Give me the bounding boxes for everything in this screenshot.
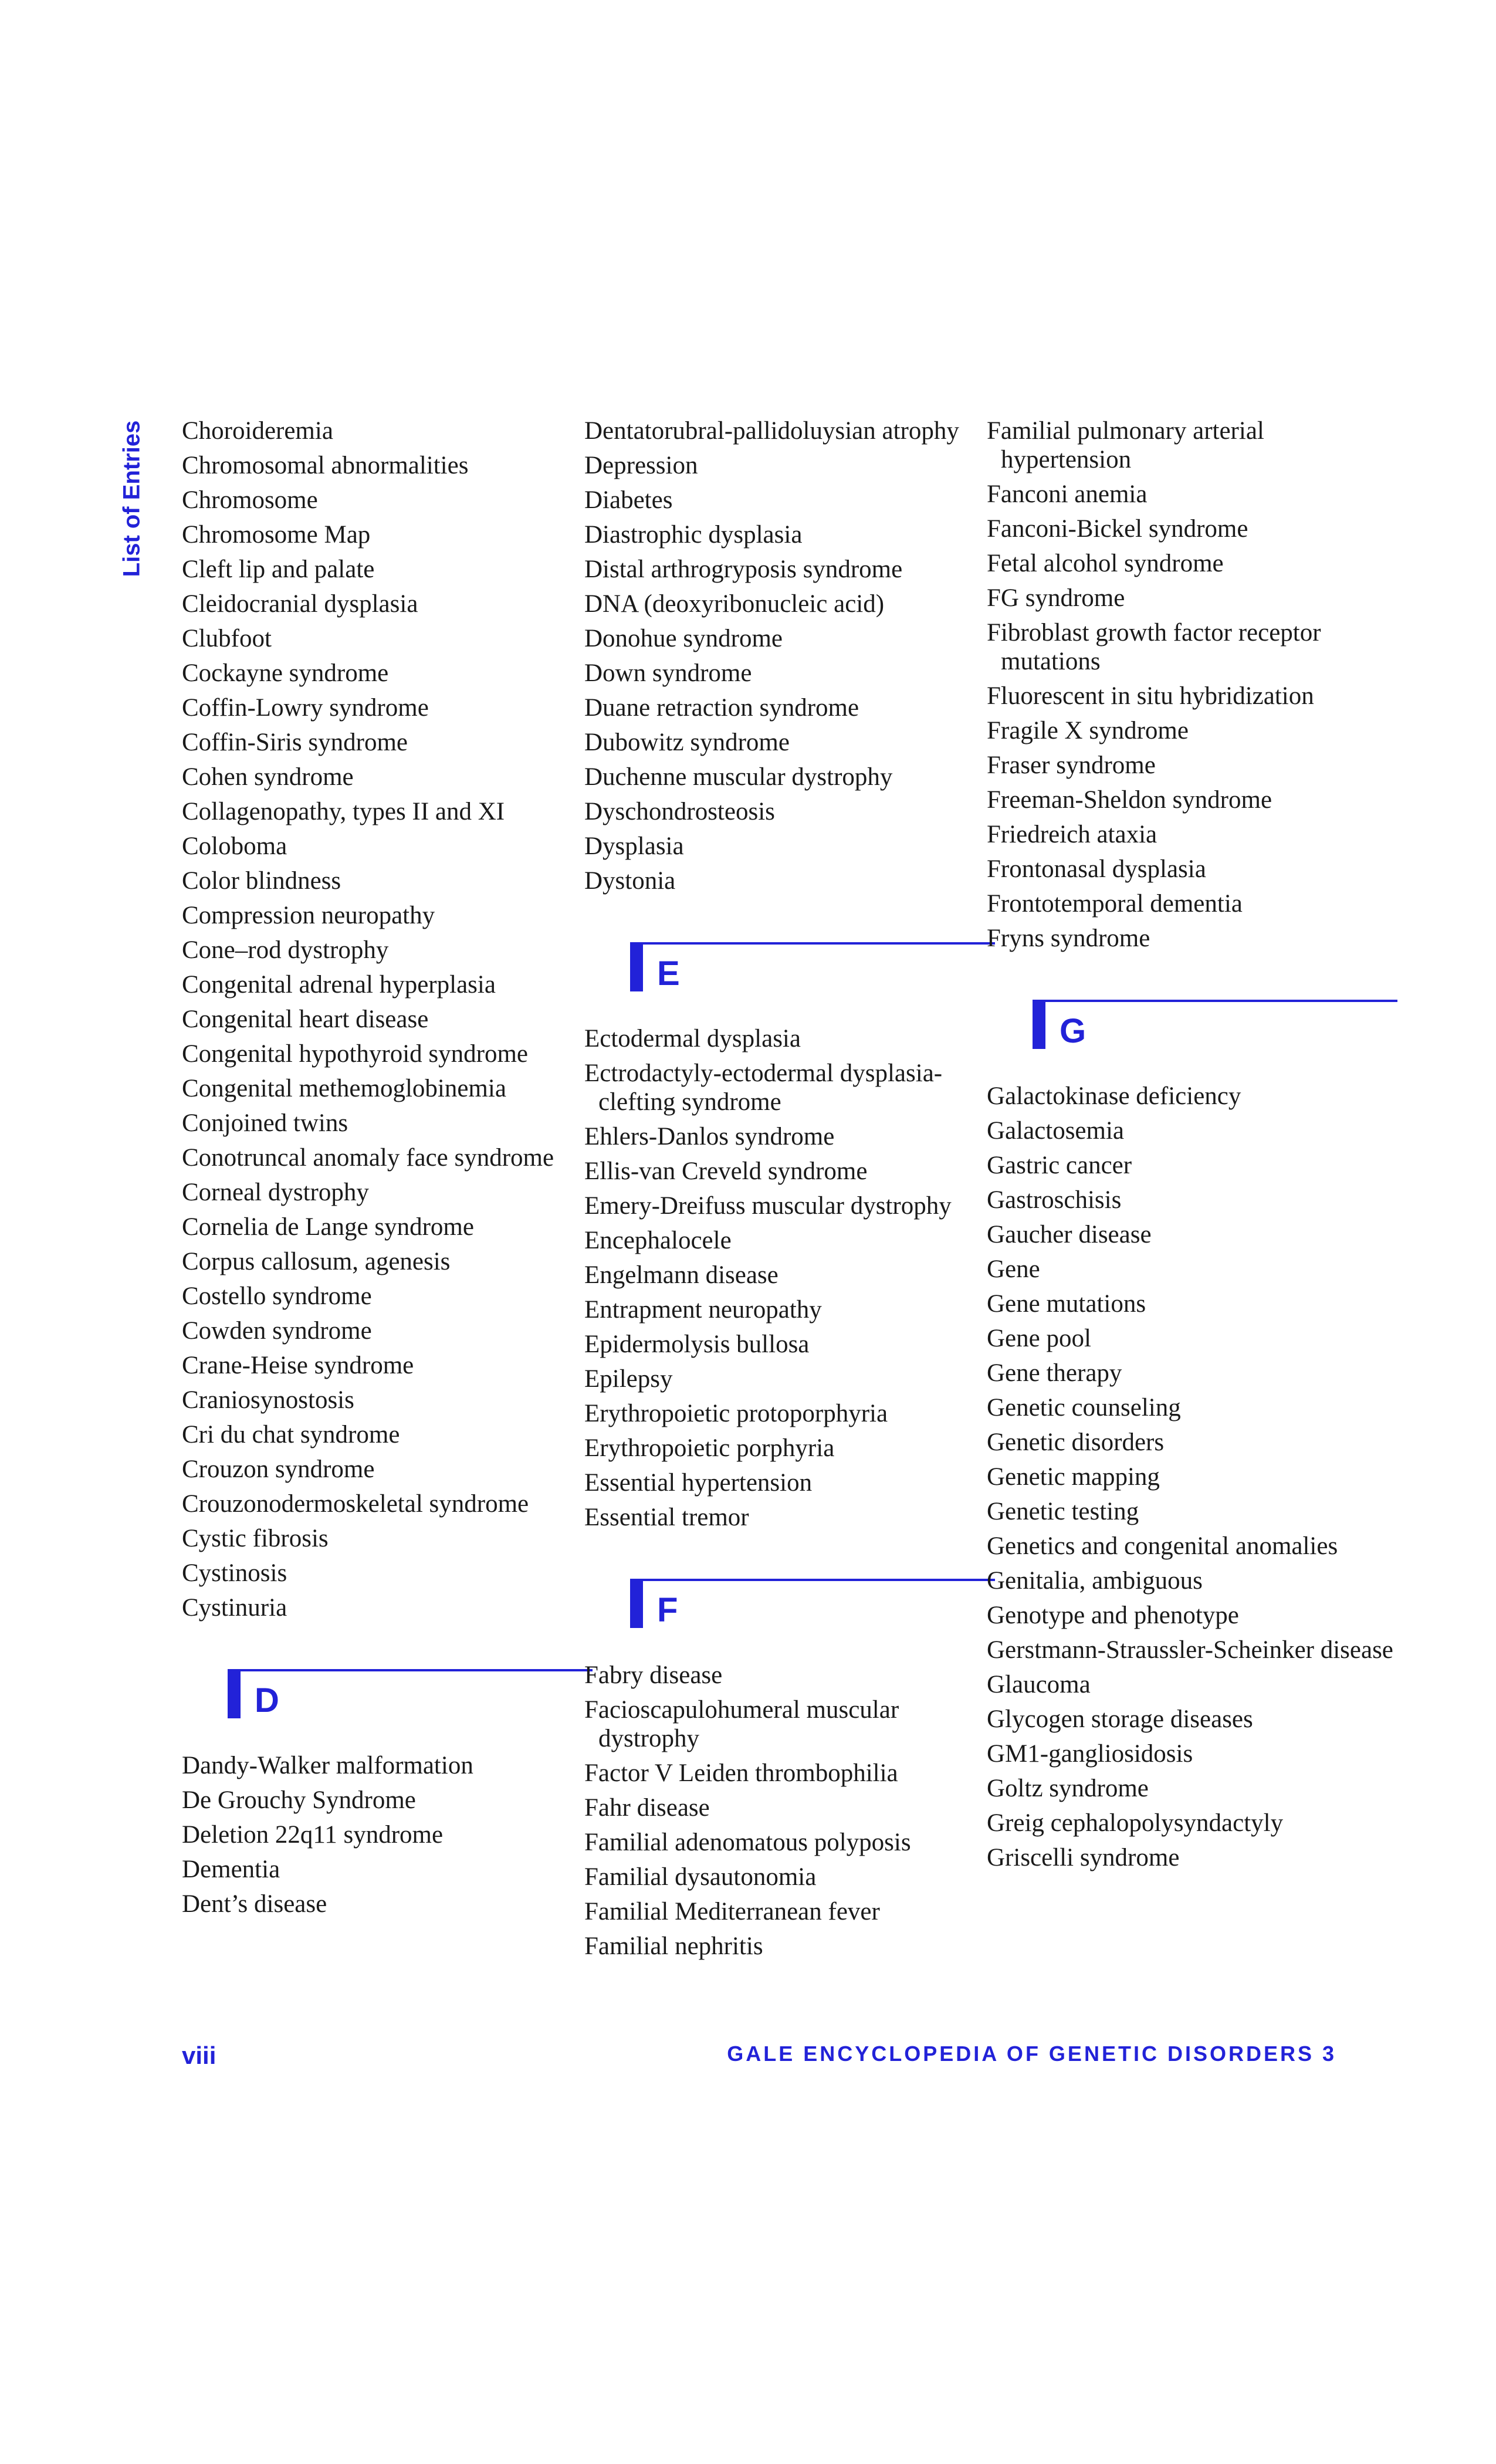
entry-item: Gene mutations — [987, 1290, 1146, 1318]
entry-item: Cohen syndrome — [182, 763, 354, 791]
entry-item: Genitalia, ambiguous — [987, 1567, 1203, 1595]
entry-item: FG syndrome — [987, 584, 1125, 612]
entry-item: Cystinuria — [182, 1594, 287, 1622]
section-letter: G — [1060, 1012, 1087, 1050]
section-rule — [228, 1669, 593, 1671]
entry-item: Corneal dystrophy — [182, 1179, 369, 1206]
entry-item: Corpus callosum, agenesis — [182, 1248, 451, 1275]
entry-item: Familial adenomatous polyposis — [584, 1829, 911, 1856]
entry-item: Essential hypertension — [584, 1469, 813, 1497]
entry-item: Friedreich ataxia — [987, 821, 1157, 848]
entry-item: Fanconi-Bickel syndrome — [987, 515, 1248, 543]
entry-item: Down syndrome — [584, 659, 752, 687]
entry-item: Goltz syndrome — [987, 1775, 1149, 1802]
section-bar — [630, 942, 643, 991]
entry-item: Duane retraction syndrome — [584, 694, 859, 722]
entry-item: Ellis-van Creveld syndrome — [584, 1157, 868, 1185]
entry-item: Fabry disease — [584, 1661, 723, 1689]
section-heading — [584, 942, 995, 1007]
section-heading — [987, 1000, 1397, 1064]
entry-item: Cystinosis — [182, 1559, 287, 1587]
entry-item: Congenital hypothyroid syndrome — [182, 1040, 528, 1068]
entry-item: Chromosomal abnormalities — [182, 452, 469, 479]
page-number: viii — [182, 2042, 216, 2069]
entry-item: Gene — [987, 1255, 1040, 1283]
entry-item: Emery-Dreifuss muscular dystrophy — [584, 1192, 952, 1220]
entry-item: Congenital methemoglobinemia — [182, 1075, 506, 1102]
entry-item: Dandy-Walker malformation — [182, 1752, 473, 1779]
entry-item: Coffin-Lowry syndrome — [182, 694, 429, 722]
entry-item: Galactosemia — [987, 1117, 1125, 1145]
section-letter: E — [657, 955, 680, 993]
entry-item: Chromosome Map — [182, 521, 371, 549]
entries-column-2 — [584, 417, 995, 1967]
entry-item: Frontotemporal dementia — [987, 890, 1243, 918]
entry-item: Fluorescent in situ hybridization — [987, 682, 1314, 710]
entry-item: Fibroblast growth factor receptor mutations — [987, 619, 1321, 675]
entry-item: Encephalocele — [584, 1227, 732, 1254]
section-heading — [584, 1579, 995, 1643]
entry-item: Collagenopathy, types II and XI — [182, 798, 505, 825]
entry-item: Cleft lip and palate — [182, 556, 375, 583]
entry-item: Entrapment neuropathy — [584, 1296, 822, 1324]
entry-item: Dent’s disease — [182, 1890, 327, 1918]
entry-item: Gaucher disease — [987, 1221, 1152, 1248]
entry-item: Cornelia de Lange syndrome — [182, 1213, 474, 1241]
entry-item: Donohue syndrome — [584, 625, 783, 652]
entry-item: Ectrodactyly-ectodermal dysplasia-clefting syndrome — [584, 1060, 943, 1116]
entry-item: Dyschondrosteosis — [584, 798, 775, 825]
entry-item: Dentatorubral-pallidoluysian atrophy — [584, 417, 959, 445]
entry-item: Cleidocranial dysplasia — [182, 590, 418, 618]
entry-item: Gene pool — [987, 1325, 1091, 1352]
entry-item: Fahr disease — [584, 1794, 710, 1822]
entry-item: Erythropoietic porphyria — [584, 1434, 835, 1462]
running-footer-title: GALE ENCYCLOPEDIA OF GENETIC DISORDERS 3 — [727, 2042, 1336, 2066]
section-rule — [630, 942, 995, 945]
entry-item: Deletion 22q11 syndrome — [182, 1821, 444, 1849]
entry-item: Dysplasia — [584, 832, 684, 860]
entry-item: Crouzon syndrome — [182, 1456, 375, 1483]
entry-item: Greig cephalopolysyndactyly — [987, 1809, 1284, 1837]
entry-item: Genetic mapping — [987, 1463, 1160, 1491]
entry-item: Duchenne muscular dystrophy — [584, 763, 893, 791]
entry-item: Familial dysautonomia — [584, 1863, 817, 1891]
entry-item: Color blindness — [182, 867, 341, 895]
entry-item: Diabetes — [584, 486, 673, 514]
entry-item: Engelmann disease — [584, 1261, 779, 1289]
entry-item: Genotype and phenotype — [987, 1602, 1239, 1629]
section-letter: F — [657, 1591, 678, 1629]
entry-item: De Grouchy Syndrome — [182, 1786, 416, 1814]
entry-item: Epidermolysis bullosa — [584, 1331, 810, 1358]
entry-item: Conotruncal anomaly face syndrome — [182, 1144, 554, 1172]
entry-item: Factor V Leiden thrombophilia — [584, 1759, 898, 1787]
entry-item: Fanconi anemia — [987, 480, 1148, 508]
section-rule — [1033, 1000, 1397, 1002]
section-bar — [1033, 1000, 1045, 1049]
entry-item: Gene therapy — [987, 1359, 1122, 1387]
entry-item: Depression — [584, 452, 698, 479]
entry-item: Fraser syndrome — [987, 752, 1156, 779]
entry-item: Gastric cancer — [987, 1152, 1132, 1179]
entry-item: Epilepsy — [584, 1365, 673, 1393]
entry-item: Cone–rod dystrophy — [182, 936, 389, 964]
entries-column-1 — [182, 417, 593, 1924]
section-tab-label: List of Entries — [119, 420, 145, 577]
entry-item: Fetal alcohol syndrome — [987, 550, 1224, 577]
entry-item: Compression neuropathy — [182, 902, 435, 929]
entry-item: Crane-Heise syndrome — [182, 1352, 414, 1379]
entry-item: Genetic testing — [987, 1498, 1139, 1525]
section-letter: D — [255, 1681, 279, 1720]
entry-item: Erythropoietic protoporphyria — [584, 1400, 888, 1427]
entry-item: Frontonasal dysplasia — [987, 855, 1206, 883]
entry-item: Fragile X syndrome — [987, 717, 1189, 744]
entry-item: Costello syndrome — [182, 1282, 372, 1310]
entry-item: Dubowitz syndrome — [584, 729, 790, 756]
entry-item: Choroideremia — [182, 417, 333, 445]
entry-item: Ectodermal dysplasia — [584, 1025, 801, 1052]
entry-item: Congenital adrenal hyperplasia — [182, 971, 496, 999]
entry-item: Familial Mediterranean fever — [584, 1898, 880, 1925]
entry-item: Crouzonodermoskeletal syndrome — [182, 1490, 529, 1518]
entry-item: Cockayne syndrome — [182, 659, 389, 687]
section-heading — [182, 1669, 593, 1734]
entry-item: Genetic disorders — [987, 1429, 1165, 1456]
entry-item: Craniosynostosis — [182, 1386, 354, 1414]
section-bar — [228, 1669, 241, 1718]
section-rule — [630, 1579, 995, 1581]
entry-item: Chromosome — [182, 486, 318, 514]
section-bar — [630, 1579, 643, 1628]
entry-item: Conjoined twins — [182, 1109, 348, 1137]
entry-item: Cowden syndrome — [182, 1317, 372, 1345]
entry-item: Freeman-Sheldon syndrome — [987, 786, 1272, 814]
entry-item: Diastrophic dysplasia — [584, 521, 803, 549]
entries-column-3 — [987, 417, 1397, 1878]
entry-item: Glycogen storage diseases — [987, 1705, 1253, 1733]
entry-item: Griscelli syndrome — [987, 1844, 1180, 1871]
entry-item: Gerstmann-Straussler-Scheinker disease — [987, 1636, 1393, 1664]
entry-item: Facioscapulohumeral muscular dystrophy — [584, 1696, 899, 1752]
entry-item: Clubfoot — [182, 625, 272, 652]
entry-item: Fryns syndrome — [987, 925, 1150, 952]
entry-item: Galactokinase deficiency — [987, 1082, 1241, 1110]
entry-item: Familial nephritis — [584, 1932, 763, 1960]
entry-item: Essential tremor — [584, 1504, 749, 1531]
entry-item: Ehlers-Danlos syndrome — [584, 1123, 835, 1150]
entry-item: Dementia — [182, 1856, 280, 1883]
entry-item: Genetic counseling — [987, 1394, 1181, 1421]
entry-item: Coloboma — [182, 832, 287, 860]
section-tab — [117, 422, 147, 575]
entry-item: Familial pulmonary arterial hypertension — [987, 417, 1264, 473]
entry-item: Coffin-Siris syndrome — [182, 729, 408, 756]
entry-item: DNA (deoxyribonucleic acid) — [584, 590, 885, 618]
entry-item: Distal arthrogryposis syndrome — [584, 556, 903, 583]
entry-item: GM1-gangliosidosis — [987, 1740, 1193, 1768]
entry-item: Glaucoma — [987, 1671, 1091, 1698]
entry-item: Gastroschisis — [987, 1186, 1122, 1214]
entry-item: Cri du chat syndrome — [182, 1421, 400, 1448]
entry-item: Genetics and congenital anomalies — [987, 1532, 1338, 1560]
entry-item: Congenital heart disease — [182, 1006, 429, 1033]
entry-item: Cystic fibrosis — [182, 1525, 329, 1552]
entry-item: Dystonia — [584, 867, 676, 895]
